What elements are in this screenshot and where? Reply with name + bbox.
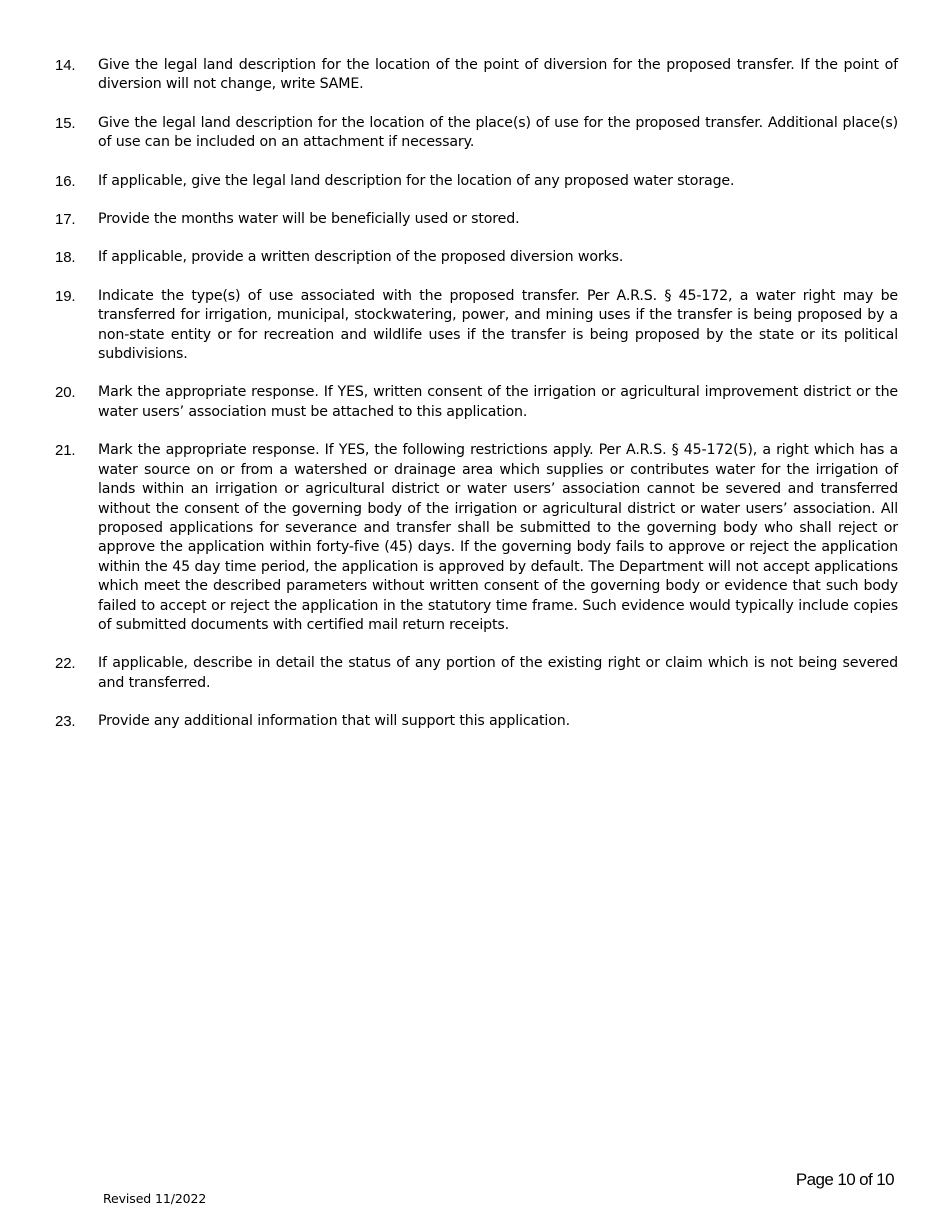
instruction-item-16	[55, 172, 898, 191]
instruction-item-17	[55, 210, 898, 229]
instruction-item-14	[55, 56, 898, 95]
item-text: Indicate the type(s) of use associated with the proposed transfer. Per A.R.S. § 45-172, a water right may be transferred for irrigation, municipal, stockwatering, power, and mining uses if the transfer is being proposed by a non-state entity or for recreation and wildlife uses if the transfer is being proposed by the state or its political subdivisions.	[98, 287, 898, 363]
item-number: 21.	[55, 442, 76, 460]
item-text: Mark the appropriate response. If YES, the following restrictions apply. Per A.R.S. § 45-172(5), a right which has a water source on or from a watershed or drainage area which supplies or contributes water for the irrigation of lands within an irrigation or agricultural district or water users’ association cannot be severed and transferred without the consent of the governing body of the irrigation or agricultural district or water users’ association. All proposed applications for severance and transfer shall be submitted to the governing body who shall reject or approve the application within forty-five (45) days. If the governing body fails to approve or reject the application within the 45 day time period, the application is approved by default. The Department will not accept applications which meet the described parameters without written consent of the governing body or evidence that such body failed to accept or reject the application in the statutory time frame. Such evidence would typically include copies of submitted documents with certified mail return receipts.	[98, 442, 898, 633]
item-number: 20.	[55, 384, 76, 402]
item-text: Give the legal land description for the location of the place(s) of use for the proposed transfer. Additional place(s) of use can be included on an attachment if necessary.	[98, 114, 898, 151]
item-text: If applicable, provide a written description of the proposed diversion works.	[98, 249, 624, 266]
instruction-item-22	[55, 654, 898, 693]
item-number: 23.	[55, 713, 76, 731]
item-text: Provide any additional information that will support this application.	[98, 713, 570, 730]
page-number: Page 10 of 10	[795, 1170, 894, 1189]
item-text: If applicable, describe in detail the status of any portion of the existing right or claim which is not being severed and transferred.	[98, 655, 898, 691]
item-text: Mark the appropriate response. If YES, written consent of the irrigation or agricultural improvement district or the water users’ association must be attached to this application.	[98, 384, 898, 420]
instruction-item-21	[55, 441, 898, 635]
instruction-item-23	[55, 712, 898, 731]
revision-date: Revised 11/2022	[103, 1191, 207, 1206]
item-text: If applicable, give the legal land description for the location of any proposed water storage.	[98, 172, 735, 189]
instruction-item-19	[55, 287, 898, 365]
item-number: 17.	[55, 211, 76, 229]
item-number: 22.	[55, 655, 76, 673]
item-number: 19.	[55, 287, 76, 305]
instruction-list	[55, 56, 898, 751]
instruction-item-15	[55, 114, 898, 153]
item-text: Give the legal land description for the location of the point of diversion for the proposed transfer. If the point of diversion will not change, write SAME.	[98, 57, 898, 93]
instruction-item-20	[55, 383, 898, 422]
item-number: 16.	[55, 172, 76, 190]
instruction-item-18	[55, 248, 898, 267]
item-number: 15.	[55, 114, 76, 132]
item-number: 18.	[55, 249, 76, 267]
item-text: Provide the months water will be beneficially used or stored.	[98, 211, 520, 228]
item-number: 14.	[55, 57, 76, 74]
